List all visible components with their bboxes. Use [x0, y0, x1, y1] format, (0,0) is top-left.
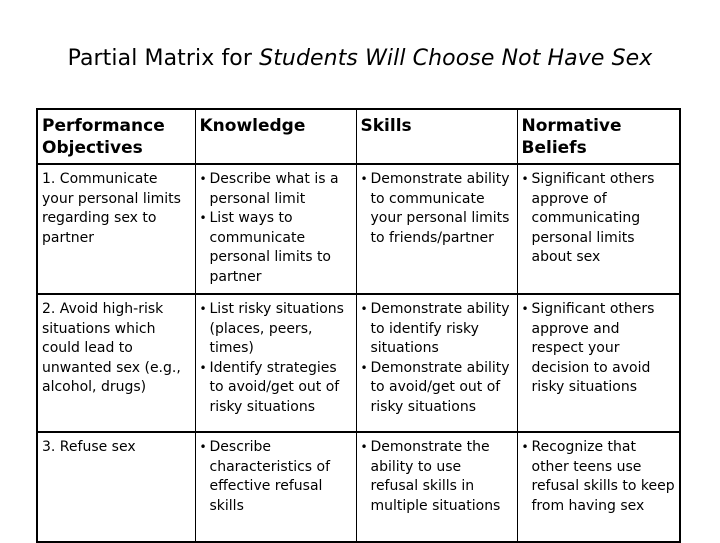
bullet-icon: • — [199, 440, 207, 454]
knowledge-cell — [195, 164, 356, 294]
bullet-icon: • — [360, 302, 368, 316]
bullet-item: • Describe characteristics of effective refusal skills — [199, 439, 331, 514]
table-row — [37, 294, 680, 432]
title-italic: Students Will Choose Not Have Sex — [259, 46, 653, 71]
skills-cell — [356, 164, 517, 294]
header-performance-objectives: Performance Objectives — [37, 109, 195, 164]
objective-cell: 3. Refuse sex — [37, 432, 195, 542]
table-row — [37, 432, 680, 542]
bullet-icon: • — [360, 172, 368, 186]
bullet-icon: • — [521, 440, 529, 454]
bullet-icon: • — [360, 360, 368, 375]
beliefs-cell — [517, 294, 680, 432]
bullet-item: • Recognize that other teens use refusal skills to keep from having sex — [521, 439, 675, 514]
knowledge-cell — [195, 432, 356, 542]
bullet-item: • List ways to communicate personal limits to partner — [199, 210, 332, 285]
bullet-icon: • — [199, 302, 207, 316]
bullet-item: • List risky situations (places, peers, times) — [199, 301, 344, 356]
matrix-table — [36, 108, 681, 543]
bullet-icon: • — [521, 172, 529, 186]
bullet-item: • Demonstrate ability to avoid/get out of risky situations — [360, 359, 510, 415]
header-normative-beliefs: Normative Beliefs — [517, 109, 680, 164]
header-knowledge: Knowledge — [195, 109, 356, 164]
objective-cell: 1. Communicate your personal limits regarding sex to partner — [37, 164, 195, 294]
bullet-item: • Significant others approve of communicating personal limits about sex — [521, 171, 655, 265]
skills-cell — [356, 294, 517, 432]
header-row — [37, 109, 680, 164]
bullet-icon: • — [199, 360, 207, 375]
bullet-item: • Identify strategies to avoid/get out of risky situations — [199, 359, 340, 415]
beliefs-cell — [517, 432, 680, 542]
page-title — [0, 46, 720, 71]
bullet-item: • Demonstrate ability to communicate your personal limits to friends/partner — [360, 171, 510, 246]
skills-cell — [356, 432, 517, 542]
bullet-icon: • — [360, 440, 368, 454]
bullet-icon: • — [521, 302, 529, 316]
header-skills: Skills — [356, 109, 517, 164]
table-row — [37, 164, 680, 294]
objective-cell: 2. Avoid high-risk situations which could lead to unwanted sex (e.g., alcohol, drugs) — [37, 294, 195, 432]
beliefs-cell — [517, 164, 680, 294]
bullet-item: • Describe what is a personal limit — [199, 171, 339, 207]
bullet-item: • Significant others approve and respect your decision to avoid risky situations — [521, 301, 655, 395]
title-prefix: Partial Matrix for — [67, 46, 260, 71]
bullet-icon: • — [199, 211, 207, 225]
bullet-item: • Demonstrate the ability to use refusal skills in multiple situations — [360, 439, 501, 514]
bullet-item: • Demonstrate ability to identify risky situations — [360, 301, 510, 356]
bullet-icon: • — [199, 172, 207, 186]
knowledge-cell — [195, 294, 356, 432]
